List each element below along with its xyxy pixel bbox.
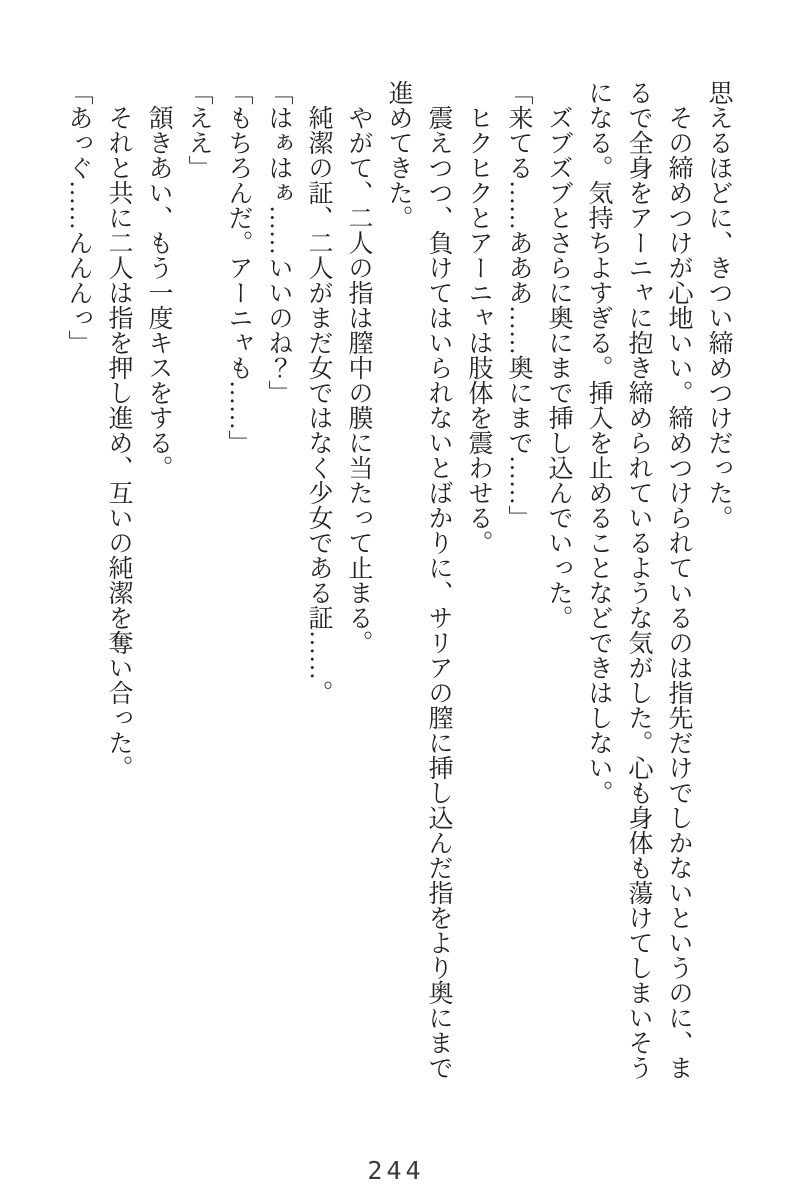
body-text bbox=[58, 80, 738, 1088]
paragraph: 「もちろんだ。アーニャも……」 bbox=[225, 80, 252, 455]
paragraph: 「あっぐ……んんんっ」 bbox=[65, 80, 92, 355]
paragraph: その締めつけが心地いい。締めつけられているのは指先だけでしかないというのに、まるで全身をアーニャに抱き締められているような気がした。心も身体も蕩けてしまいそうになる。気持ちよすぎる。挿入を止めることなどできはしない。 bbox=[585, 80, 692, 1080]
paragraph: それと共に二人は指を押し進め、互いの純潔を奪い合った。 bbox=[105, 105, 132, 780]
paragraph: やがて、二人の指は膣中の膜に当たって止まる。 bbox=[345, 105, 372, 655]
paragraph: 震えつつ、負けてはいられないとばかりに、サリアの膣に挿し込んだ指をより奥にまで進めてきた。 bbox=[385, 80, 452, 1080]
paragraph: 「はぁはぁ……いいのね？」 bbox=[265, 80, 292, 405]
paragraph: 思えるほどに、きつい締めつけだった。 bbox=[705, 80, 732, 530]
paragraph: 頷きあい、もう一度キスをする。 bbox=[145, 105, 172, 480]
paragraph: ヒクヒクとアーニャは肢体を震わせる。 bbox=[465, 105, 492, 555]
paragraph: 「ええ」 bbox=[185, 80, 212, 180]
paragraph: ズブズブとさらに奥にまで挿し込んでいった。 bbox=[545, 105, 572, 630]
paragraph: 純潔の証、二人がまだ女ではなく少女である証……。 bbox=[305, 105, 332, 705]
page-number: 244 bbox=[367, 1156, 425, 1185]
paragraph: 「来てる……あああ……奥にまで……」 bbox=[505, 80, 532, 530]
